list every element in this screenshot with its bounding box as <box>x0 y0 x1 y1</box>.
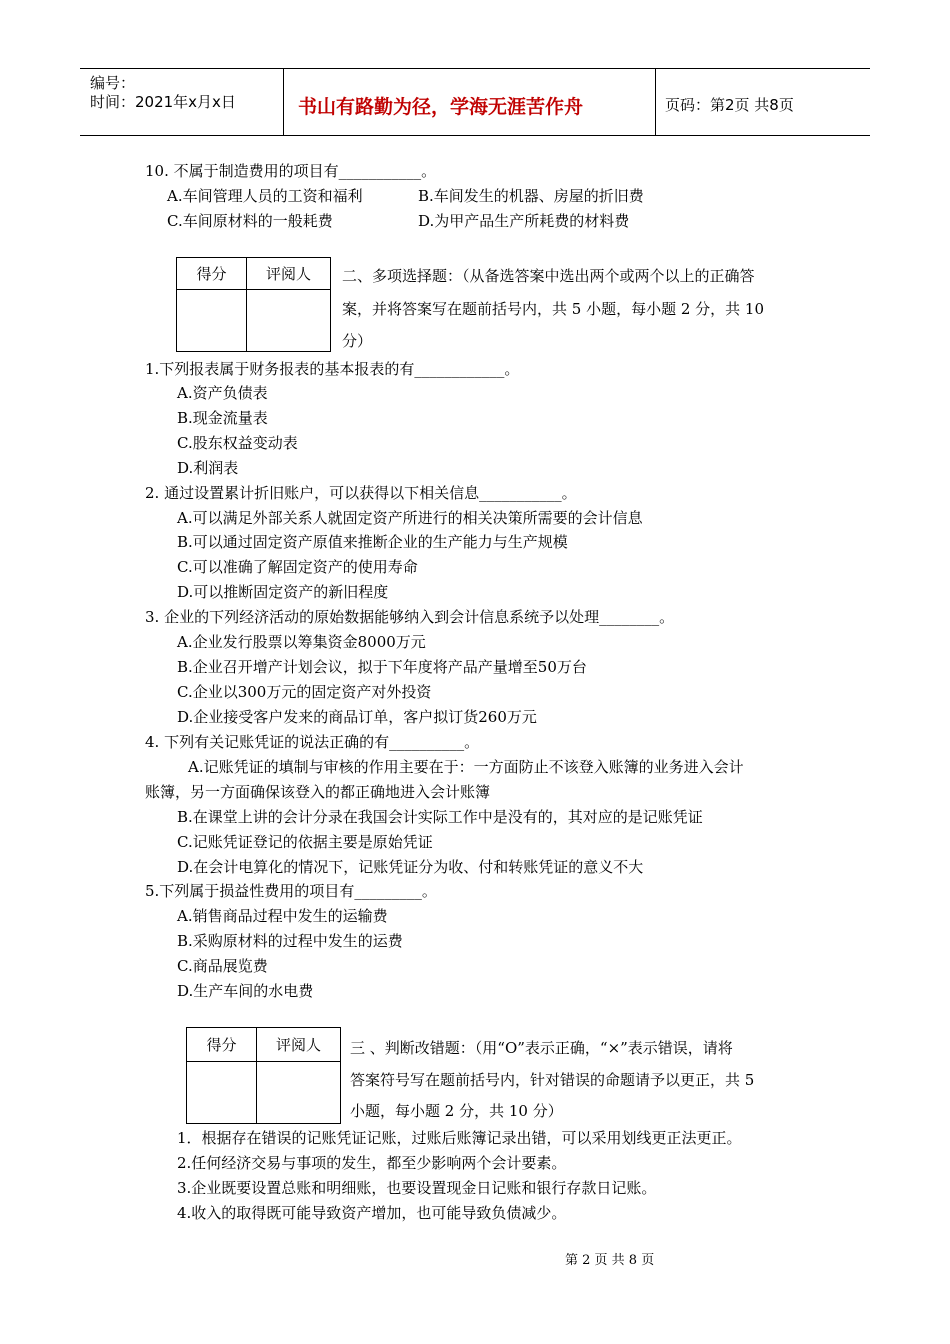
mc-question-4-stem: 4. 下列有关记账凭证的说法正确的有__________。 <box>145 733 480 751</box>
reviewer-cell <box>247 290 331 352</box>
section3-title-line3: 小题，每小题 2 分，共 10 分） <box>350 1102 563 1120</box>
option-c: C.记账凭证登记的依据主要是原始凭证 <box>177 833 433 851</box>
option-d: D.企业接受客户发来的商品订单，客户拟订货260万元 <box>177 708 537 726</box>
number-label: 编号： <box>90 74 136 92</box>
header-top-rule <box>80 68 870 69</box>
option-c: C.车间原材料的一般耗费 <box>167 212 333 230</box>
option-b: B.可以通过固定资产原值来推断企业的生产能力与生产规模 <box>177 533 568 551</box>
option-b: B.企业召开增产计划会议，拟于下年度将产品产量增至50万台 <box>177 658 587 676</box>
header-divider-left <box>283 68 284 136</box>
score-header: 得分 <box>177 258 247 290</box>
reviewer-cell <box>257 1062 341 1124</box>
tf-item-1: 1．根据存在错误的记账凭证记账，过账后账簿记录出错，可以采用划线更正法更正。 <box>177 1129 742 1147</box>
tf-item-2: 2.任何经济交易与事项的发生，都至少影响两个会计要素。 <box>177 1154 567 1172</box>
option-d: D.利润表 <box>177 459 239 477</box>
tf-item-4: 4.收入的取得既可能导致资产增加，也可能导致负债减少。 <box>177 1204 567 1222</box>
option-d: D.可以推断固定资产的新旧程度 <box>177 583 389 601</box>
option-b: B.采购原材料的过程中发生的运费 <box>177 932 403 950</box>
motto: 书山有路勤为径，学海无涯苦作舟 <box>298 96 584 118</box>
reviewer-header: 评阅人 <box>247 258 331 290</box>
option-b: B.在课堂上讲的会计分录在我国会计实际工作中是没有的，其对应的是记账凭证 <box>177 808 703 826</box>
option-c: C.商品展览费 <box>177 957 268 975</box>
mc-question-2-stem: 2. 通过设置累计折旧账户，可以获得以下相关信息___________。 <box>145 484 577 502</box>
option-a: A.可以满足外部关系人就固定资产所进行的相关决策所需要的会计信息 <box>177 509 643 527</box>
section3-title-line2: 答案符号写在题前括号内，针对错误的命题请予以更正，共 5 <box>350 1071 755 1089</box>
reviewer-header: 评阅人 <box>257 1028 341 1062</box>
header-divider-right <box>655 68 656 136</box>
page-footer: 第 2 页 共 8 页 <box>565 1253 655 1268</box>
option-c: C.股东权益变动表 <box>177 434 298 452</box>
mc-question-5-stem: 5.下列属于损益性费用的项目有_________。 <box>145 882 437 900</box>
score-header: 得分 <box>187 1028 257 1062</box>
option-d: D.为甲产品生产所耗费的材料费 <box>418 212 630 230</box>
option-c: C.可以准确了解固定资产的使用寿命 <box>177 558 418 576</box>
option-a: A.企业发行股票以筹集资金8000万元 <box>177 633 426 651</box>
section3-title-line1: 三 、判断改错题：（用“O”表示正确，“×”表示错误，请将 <box>350 1039 733 1057</box>
mc-question-3-stem: 3. 企业的下列经济活动的原始数据能够纳入到会计信息系统予以处理________。 <box>145 608 675 626</box>
score-cell <box>187 1062 257 1124</box>
section3-score-table <box>186 1027 341 1124</box>
score-cell <box>177 290 247 352</box>
option-a-line1: A.记账凭证的填制与审核的作用主要在于：一方面防止不该登入账簿的业务进入会计 <box>188 758 744 776</box>
mc-question-1-stem: 1.下列报表属于财务报表的基本报表的有____________。 <box>145 360 520 378</box>
option-a: A.资产负债表 <box>177 384 268 402</box>
header-bottom-rule <box>80 135 870 136</box>
option-d: D.在会计电算化的情况下，记账凭证分为收、付和转账凭证的意义不大 <box>177 858 644 876</box>
option-a: A.销售商品过程中发生的运输费 <box>177 907 388 925</box>
tf-item-3: 3.企业既要设置总账和明细账，也要设置现金日记账和银行存款日记账。 <box>177 1179 657 1197</box>
page-code: 页码：第2页 共8页 <box>665 96 794 114</box>
option-a: A.车间管理人员的工资和福利 <box>167 187 363 205</box>
option-b: B.车间发生的机器、房屋的折旧费 <box>418 187 644 205</box>
section2-title-line2: 案，并将答案写在题前括号内，共 5 小题，每小题 2 分，共 10 <box>342 300 765 318</box>
section2-title-line1: 二、多项选择题：（从备选答案中选出两个或两个以上的正确答 <box>342 267 755 285</box>
section2-score-table <box>176 257 331 352</box>
option-c: C.企业以300万元的固定资产对外投资 <box>177 683 432 701</box>
question-stem: 10. 不属于制造费用的项目有___________。 <box>145 162 437 180</box>
option-d: D.生产车间的水电费 <box>177 982 314 1000</box>
option-b: B.现金流量表 <box>177 409 268 427</box>
section2-title-line3: 分） <box>342 332 373 350</box>
time-label: 时间：2021年x月x日 <box>90 93 236 111</box>
option-a-line2: 账簿，另一方面确保该登入的都正确地进入会计账簿 <box>145 783 491 801</box>
